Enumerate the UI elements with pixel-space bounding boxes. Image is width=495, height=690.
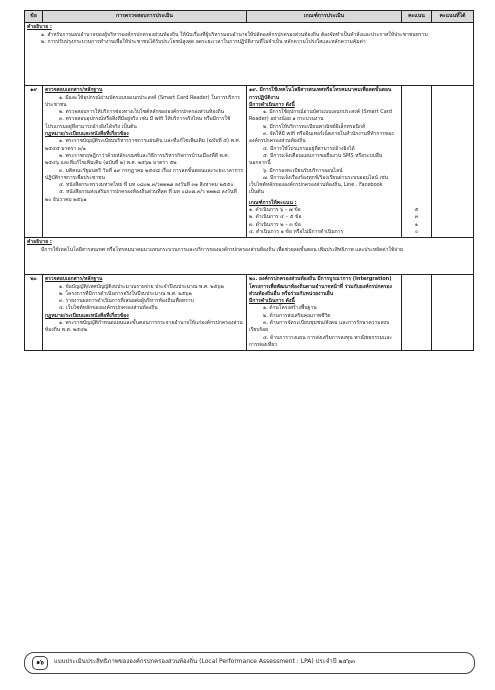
header-earned: คะแนนที่ได้ [432, 11, 474, 23]
item-19-scores [402, 86, 432, 238]
item-19-criteria-line: ๓. จัดให้มี wifi หรืออินเทอร์เน็ตภายในสำนักงานที่ทำการขององค์กรปกครองส่วนท้องถิ่น [249, 131, 394, 145]
item-20-criteria [247, 275, 402, 351]
item-19-topic [43, 86, 247, 238]
item-19-level-score: ๕ [414, 207, 419, 214]
item-20-evidence-line: ๒. โครงการที่มีการดำเนินการจริงในปีงบประมาณ พ.ศ. ๒๕๖๒ [59, 290, 192, 297]
header-topic: การตรวจสอบการประเมิน [43, 11, 247, 23]
item-19-criteria-title: ๑๙. มีการใช้เทคโนโลยีสารสนเทศหรือโทรคมนาคมเพื่อลดขั้นตอนการปฏิบัติงาน [249, 87, 392, 101]
item-19-evidence-line: ๓. ตรวจสอบอุปกรณ์หรือสิ่งที่มีอยู่จริง เช่น มี wifi ให้บริการจริงไหม หรือมีการใช้โปรแกรมอยู่ที่สามารถอ้างอิงได้จริง เป็นต้น [45, 116, 231, 130]
item-20-criteria-line: ๒. ด้านการส่งเสริมคุณภาพชีวิต [263, 312, 331, 319]
item-19-law-heading: กฎหมาย/ระเบียบและหนังสือที่เกี่ยวข้อง [45, 131, 129, 138]
item-20-criteria-line: ๓. ด้านการจัดระเบียบชุมชน/สังคม และการรักษาความสงบเรียบร้อย [249, 320, 390, 334]
header-no: ข้อ [25, 11, 43, 23]
assessment-sheet [24, 10, 473, 351]
item-19-evidence-heading: ตรวจสอบเอกสาร/หลักฐาน [45, 87, 103, 94]
item-20-evidence-line: ๔. เว็บไซต์หลักขององค์กรปกครองส่วนท้องถิ่น [59, 305, 158, 312]
note-row-1 [25, 23, 474, 86]
page-footer [24, 652, 473, 674]
item-20-evidence-line: ๓. รายงานผลการดำเนินการที่เสนอต่อผู้บริหารท้องถิ่นเพื่อทราบ [59, 298, 194, 305]
header-score: คะแนน [402, 11, 432, 23]
page-number: ๑๖ [32, 656, 48, 670]
note-2-title: คำอธิบาย : [27, 239, 52, 246]
note-row-2 [25, 238, 474, 275]
item-20-criteria-subheading: มีการดำเนินการ ดังนี้ [249, 298, 295, 305]
item-19-law-line: ๔. หนังสือกระทรวงมหาดไทย ที่ มท ๐๘๐๒.๓/ว๒๒๒๗ ลงวันที่ ๓๑ สิงหาคม ๒๕๕๐ [59, 182, 234, 189]
note-1-title: คำอธิบาย : [27, 24, 52, 31]
item-19-level-label: ๒. ดำเนินการ ๔ – ๕ ข้อ [249, 214, 302, 221]
item-20-criteria-line: ๑. ด้านโครงสร้างพื้นฐาน [263, 305, 317, 312]
item-20-criteria-title: ๒๐. องค์กรปกครองส่วนท้องถิ่น มีการบูรณาการ (Intergration) โครงการเพื่อพัฒนาท้องถิ่นตามอำนาจหน้าที่ ร่วมกับองค์กรปกครองส่วนท้องถิ่นอื่น หรือร่วมกับหน่วยงานอื่น [249, 276, 392, 297]
item-20-evidence-heading: ตรวจสอบเอกสาร/หลักฐาน [45, 276, 103, 283]
header-row [25, 11, 474, 23]
item-19-criteria-line: ๖. มีการลงทะเบียนรับบริการออนไลน์ [263, 167, 343, 174]
item-19-criteria-line: ๕. มีการแจ้งเตือนแผนการขอยื่นงาน SMS หรือระบบอื่นนอกจากนี้ [249, 152, 383, 167]
item-19-level-score: ๓ [414, 214, 419, 221]
item-19-criteria-subheading: มีการดำเนินการ ดังนี้ [249, 101, 295, 108]
item-20-law-line: ๑. พระราชบัญญัติกำหนดแผนและขั้นตอนการกระจายอำนาจให้แก่องค์กรปกครองส่วนท้องถิ่น พ.ศ. ๒๕๔๒ [45, 320, 243, 334]
note-1-paragraph-2: ๒. การปรับปรุงกระบวนการทำงานเพื่อให้ประชาชนได้รับประโยชน์สูงสุด ลดระยะเวลาในการปฏิบัติงานที่ไม่จำเป็น หลักความโปร่งใสและหลักความคุ้มค่า [41, 38, 366, 45]
item-19-criteria-line: ๒. มีการให้บริการทะเบียนพาณิชย์อิเล็กทรอนิกส์ [263, 123, 365, 130]
item-20-earned-cell[interactable] [432, 275, 474, 351]
item-19-scoring-heading: เกณฑ์การให้คะแนน : [249, 199, 297, 206]
item-19-evidence-line: ๒. ตรวจสอบการให้บริการช่องทางเว็บไซต์หลักขององค์กรปกครองส่วนท้องถิ่น [59, 109, 225, 116]
item-19-level-label: ๔. ดำเนินการ ๑ ข้อ หรือไม่มีการดำเนินการ [249, 228, 344, 235]
item-20-criteria-line: ๔. ด้านการวางแผน การส่งเสริมการลงทุน พาณิชยกรรมและการท่องเที่ยว [249, 334, 392, 348]
item-19-law-line: ๓. มติคณะรัฐมนตรี วันที่ ๑๙ กรกฎาคม ๒๕๔๘ เรื่อง การลดขั้นตอนและระยะเวลาการปฏิบัติราชการเพื่อประชาชน [45, 167, 244, 181]
item-20-row [25, 275, 474, 351]
item-19-law-line: ๕. หนังสือกรมส่งเสริมการปกครองท้องถิ่นด่วนที่สุด ที่ มท ๐๘๐๗.๓/ว ๒๒๒๘ ลงวันที่ ๒๐ ธันวาคม ๒๕๖๑ [45, 189, 237, 203]
item-19-level-label: ๑. ดำเนินการ ๖ – ๗ ข้อ [249, 207, 301, 214]
item-20-law-heading: กฎหมาย/ระเบียบและหนังสือที่เกี่ยวข้อง [45, 312, 129, 319]
item-19-earned-cell[interactable] [432, 86, 474, 238]
item-20-number: ๒๐ [25, 275, 43, 351]
item-19-level-label: ๓. ดำเนินการ ๒ – ๓ ข้อ [249, 221, 301, 228]
item-19-criteria-line: ๔. มีการใช้โปรแกรมอยู่ที่สามารถอ้างอิงได้ [263, 145, 355, 152]
item-19-evidence-line: ๑. มีและใช้อุปกรณ์อ่านบัตรแบบอเนกประสงค์ (Smart Card Reader) ในการบริการประชาชน [45, 94, 240, 108]
item-20-score-cell [402, 275, 432, 351]
item-19-law-line: ๒. พระราชกฤษฎีกาว่าด้วยหลักเกณฑ์และวิธีการบริหารกิจการบ้านเมืองที่ดี พ.ศ. ๒๕๔๖ และที่แก้ไขเพิ่มเติม (ฉบับที่ ๒) พ.ศ. ๒๕๖๒ มาตรา ๕๒ [45, 152, 230, 167]
note-1-paragraph-1: ๑. สำหรับการมอบอำนาจของผู้บริหารองค์กรปกครองส่วนท้องถิ่น ให้นับเรื่องที่ผู้บริหารมอบอำนาจให้ปลัดองค์กรปกครองส่วนท้องถิ่น ต้องจัดทำเป็นคำสั่งและประกาศให้ประชาชนทราบ [41, 31, 428, 38]
item-19-row [25, 86, 474, 238]
item-19-criteria-line: ๑. มีการใช้อุปกรณ์อ่านบัตรแบบเอนกประสงค์ (Smart Card Reader) อย่างน้อย ๑ กระบวนงาน [249, 109, 392, 123]
footer-title: แบบประเมินประสิทธิภาพขององค์กรปกครองส่วนท้องถิ่น (Local Performance Assessment : LPA) ประจำปี ๒๕๖๓ [54, 658, 355, 665]
item-20-topic [43, 275, 247, 351]
note-2-paragraph-1: มีการใช้เทคโนโลยีสารสนเทศ หรือโทรคมนาคมมาแทนกระบวนการและบริการขององค์กรปกครองส่วนท้องถิ่น เพื่อช่วยลดขั้นตอน เพิ่มประสิทธิภาพ และประหยัดค่าใช้จ่าย [41, 246, 403, 253]
item-20-evidence-line: ๑. ข้อบัญญัติ/เทศบัญญัติงบประมาณรายจ่าย ประจำปีงบประมาณ พ.ศ. ๒๕๖๒ [59, 283, 224, 290]
item-19-number: ๑๙ [25, 86, 43, 238]
assessment-table [24, 10, 474, 351]
item-19-law-line: ๑. พระราชบัญญัติระเบียบบริหารราชการแผ่นดิน และที่แก้ไขเพิ่มเติม (ฉบับที่ ๕) พ.ศ. ๒๕๔๕ มาตรา ๓/๑ [45, 138, 241, 152]
header-criteria: เกณฑ์การประเมิน [247, 11, 402, 23]
item-19-level-score: ๑ [414, 221, 419, 228]
item-19-criteria [247, 86, 402, 238]
item-19-criteria-line: ๗. มีการแจ้งเรื่องร้องทุกข์/ร้องเรียนผ่านระบบออนไลน์ เช่น เว็บไซต์หลักขององค์กรปกครองส่วนท้องถิ่น, Line , Facebook เป็นต้น [249, 174, 389, 196]
item-19-level-score: ๐ [414, 228, 419, 235]
